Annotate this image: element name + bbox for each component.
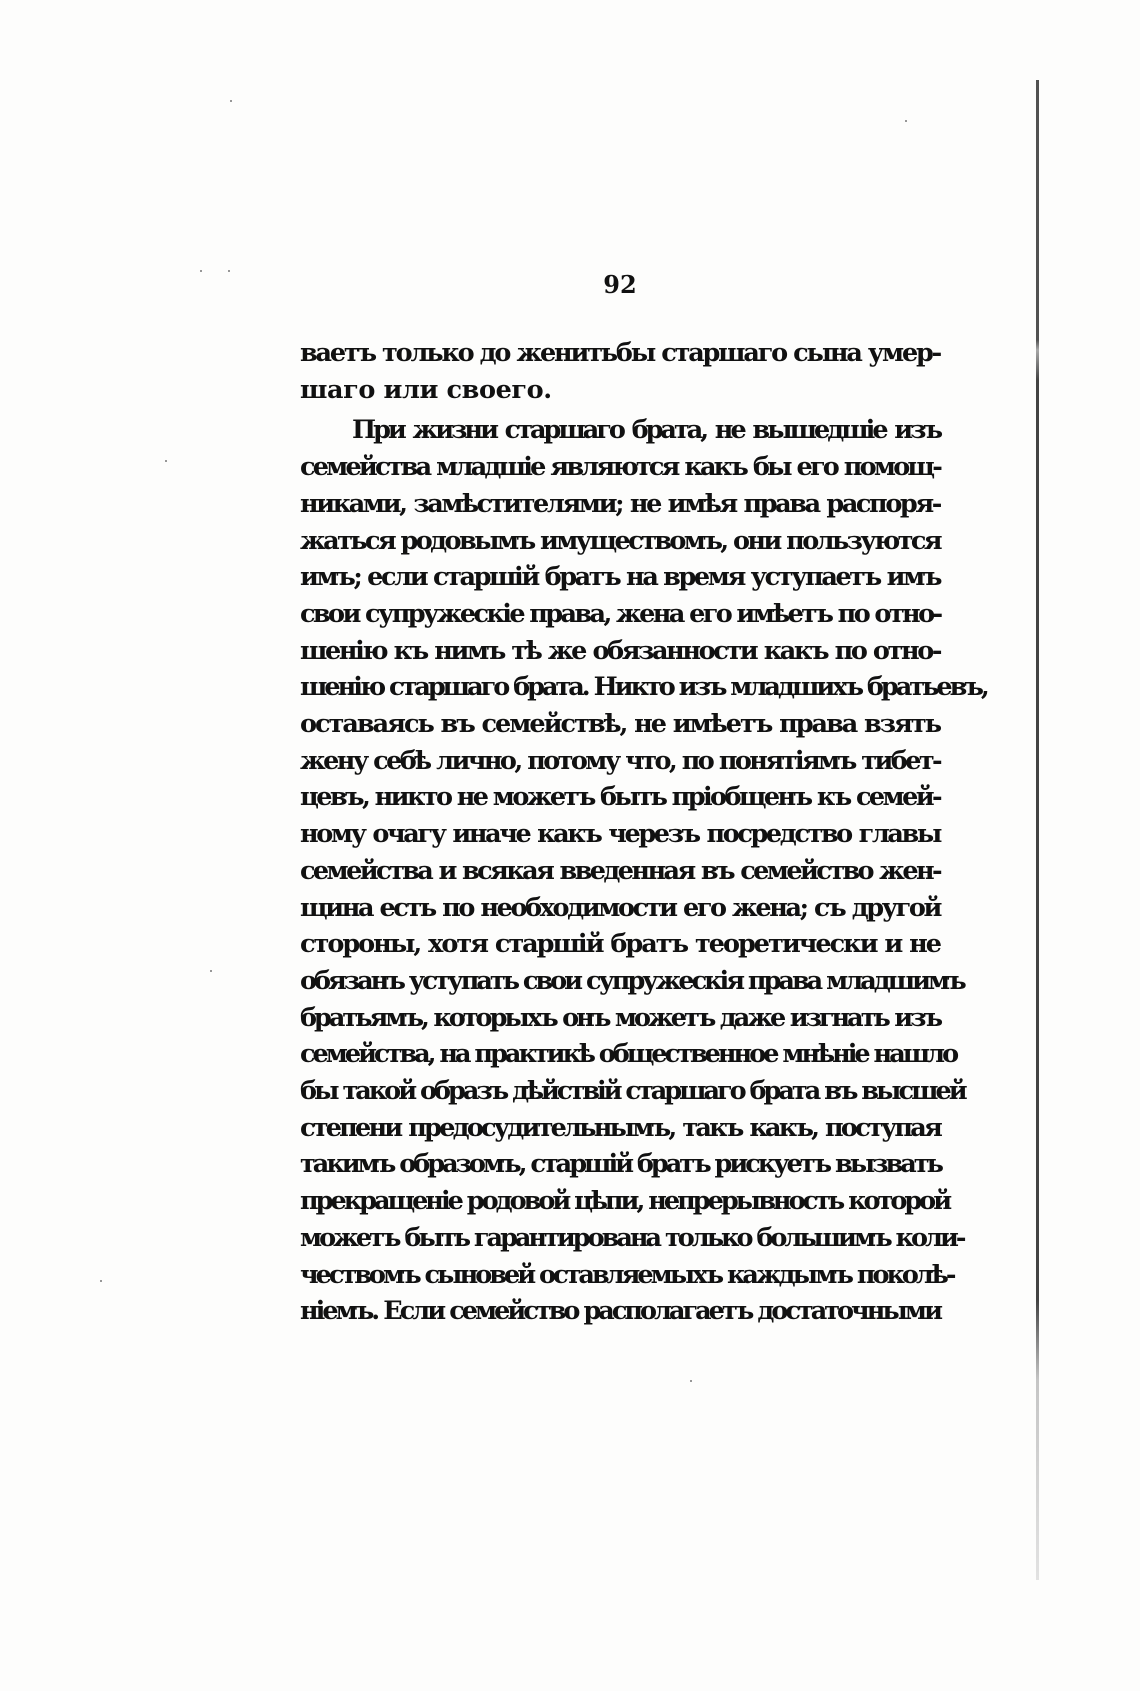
- body-text: [300, 335, 987, 1330]
- scan-speck: [230, 100, 232, 102]
- text-line: свои супружескіе права, жена его имѣетъ по отно-: [300, 598, 941, 629]
- text-line: прекращеніе родовой цѣпи, непрерывность которой: [300, 1186, 950, 1217]
- text-line: шенію старшаго брата. Никто изъ младшихъ братьевъ,: [300, 672, 987, 703]
- scan-speck: [100, 1280, 102, 1282]
- text-line: оставаясь въ семействѣ, не имѣетъ права взять: [300, 709, 940, 740]
- scan-speck: [210, 970, 212, 972]
- text-line: жаться родовымъ имуществомъ, они пользуются: [300, 525, 940, 556]
- text-line: ваетъ только до женитьбы старшаго сына умер-: [300, 338, 940, 368]
- text-line: семейства, на практикѣ общественное мнѣніе нашло: [300, 1039, 957, 1070]
- text-line: братьямъ, которыхъ онъ можетъ даже изгнать изъ: [300, 1002, 940, 1033]
- paragraph-2: [300, 412, 987, 1330]
- page-number: 92: [603, 270, 637, 299]
- scan-speck: [690, 1380, 692, 1382]
- text-line: ному очагу иначе какъ черезъ посредство главы: [300, 819, 940, 850]
- scan-speck: [200, 270, 202, 272]
- text-line: жену себѣ лично, потому что, по понятіямъ тибет-: [300, 745, 940, 776]
- text-line: семейства младшіе являются какъ бы его помощ-: [300, 452, 940, 483]
- text-line: щина есть по необходимости его жена; съ другой: [300, 892, 940, 923]
- text-line: такимъ образомъ, старшій братъ рискуетъ вызвать: [300, 1149, 941, 1180]
- text-line: шенію къ нимъ тѣ же обязанности какъ по отно-: [300, 635, 940, 666]
- text-line: чествомъ сыновей оставляемыхъ каждымъ поколѣ-: [300, 1259, 954, 1290]
- text-line: бы такой образъ дѣйствій старшаго брата въ высшей: [300, 1076, 965, 1107]
- scan-speck: [228, 270, 230, 272]
- text-line: имъ; если старшій братъ на время уступаетъ имъ: [300, 562, 940, 593]
- text-line: обязанъ уступать свои супружескія права младшимъ: [300, 965, 964, 996]
- text-line: цевъ, никто не можетъ быть пріобщенъ къ семей-: [300, 782, 940, 813]
- paragraph-1: [300, 335, 940, 408]
- text-line: семейства и всякая введенная въ семейство жен-: [300, 855, 940, 886]
- text-line: можетъ быть гарантирована только большимъ коли-: [300, 1222, 964, 1253]
- page-edge-line: [1036, 80, 1039, 1580]
- text-line: степени предосудительнымъ, такъ какъ, поступая: [300, 1112, 940, 1143]
- text-line: При жизни старшаго брата, не вышедшіе изъ: [352, 415, 940, 446]
- scan-speck: [165, 460, 167, 462]
- scan-speck: [905, 120, 907, 122]
- text-line: ніемъ. Если семейство располагаетъ достаточными: [300, 1296, 940, 1327]
- text-line: никами, замѣстителями; не имѣя права распоря-: [300, 488, 940, 519]
- text-line: шаго или своего.: [300, 374, 552, 405]
- text-line: стороны, хотя старшій братъ теоретически и не: [300, 929, 940, 960]
